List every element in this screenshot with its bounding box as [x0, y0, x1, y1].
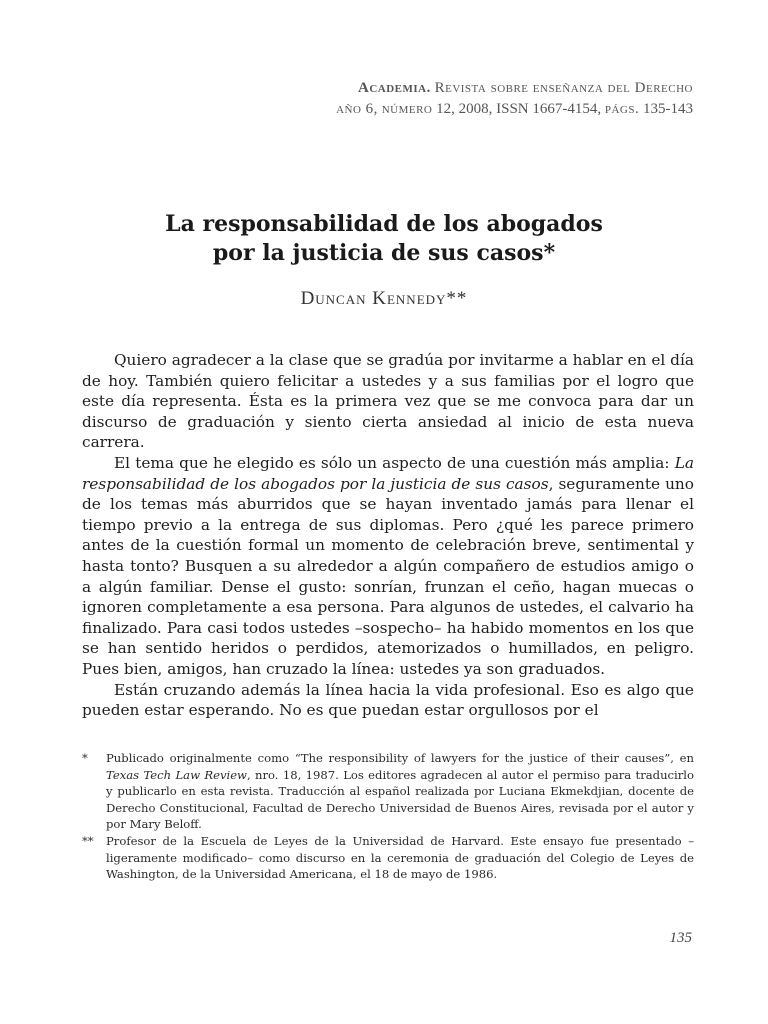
running-header: [336, 78, 693, 120]
footnotes: [82, 750, 694, 883]
footnote-2-text: Profesor de la Escuela de Leyes de la Universidad de Harvard. Este ensayo fue presentado –ligeramente modificado– como discurso en la ceremonia de graduación del Colegio de Leyes de Washington, de la Universidad Americana, el 18 de mayo de 1986.: [106, 833, 694, 882]
footnote-1: [82, 750, 694, 833]
pages-value: 135-143: [643, 101, 693, 117]
footnote-1-text-b: , nro. 18, 1987. Los editores agradecen al autor el permiso para traducirlo y publicarlo en esta revista. Traducción al español realizada por Luciana Ekmekdjian, docente de Derecho Constitucional, Facultad de Derecho Universidad de Buenos Aires, revisada por el autor y por Mary Beloff.: [106, 767, 694, 832]
header-line-1: [336, 78, 693, 99]
number-label: número: [381, 101, 433, 117]
paragraph-2-start: El tema que he elegido es sólo un aspecto de una cuestión más amplia:: [114, 453, 675, 472]
author-name: Duncan Kennedy**: [300, 288, 468, 309]
journal-name: Academia.: [357, 80, 431, 96]
pages-label: págs.: [604, 101, 640, 117]
paragraph-2: [82, 453, 694, 680]
title-line-1: La responsabilidad de los abogados: [165, 211, 603, 237]
title-line-2: por la justicia de sus casos*: [212, 240, 556, 266]
page-number: 135: [669, 930, 692, 946]
paragraph-2-title-ref: La responsabilidad de los abogados por la justicia de sus casos: [82, 453, 694, 493]
paragraph-2-rest: , seguramente uno de los temas más aburridos que se hayan inventado jamás para llenar el tiempo previo a la entrega de sus diplomas. Pero ¿qué les parece primero antes de la cuestión formal un momento de celebración breve, sentimental y hasta tonto? Busquen a su alrededor a algún compañero de estudios amigo o a algún familiar. Dense el gusto: sonrían, frunzan el ceño, hagan muecas o ignoren completamente a esa persona. Para algunos de ustedes, el calvario ha finalizado. Para casi todos ustedes –sospecho– ha habido momentos en los que se han sentido heridos o perdidos, atemorizados o humillados, en peligro. Pues bien, amigos, han cruzado la línea: ustedes ya son graduados.: [82, 474, 694, 678]
year-label: año 6,: [336, 101, 378, 117]
footnote-2-mark: **: [82, 833, 94, 848]
header-line-2: [336, 99, 693, 120]
footnote-1-mark: *: [82, 751, 88, 765]
paragraph-3: Están cruzando además la línea hacia la vida profesional. Eso es algo que pueden estar esperando. No es que puedan estar orgullosos por el: [82, 680, 694, 720]
journal-subtitle: Revista sobre enseñanza del Derecho: [434, 80, 693, 96]
footnote-1-journal: Texas Tech Law Review: [106, 767, 247, 782]
paragraph-1: Quiero agradecer a la clase que se gradúa por invitarme a hablar en el día de hoy. También quiero felicitar a ustedes y a sus familias por el logro que este día representa. Ésta es la primera vez que se me convoca para dar un discurso de graduación y siento cierta ansiedad al inicio de esta nueva carrera.: [82, 351, 694, 452]
footnote-1-text-a: Publicado originalmente como “The responsibility of lawyers for the justice of their causes”, en: [106, 751, 694, 765]
footnote-2: [82, 833, 694, 883]
article-body: [82, 350, 694, 721]
article-title: [0, 210, 768, 268]
number-info: 12, 2008, ISSN 1667-4154,: [436, 101, 602, 117]
